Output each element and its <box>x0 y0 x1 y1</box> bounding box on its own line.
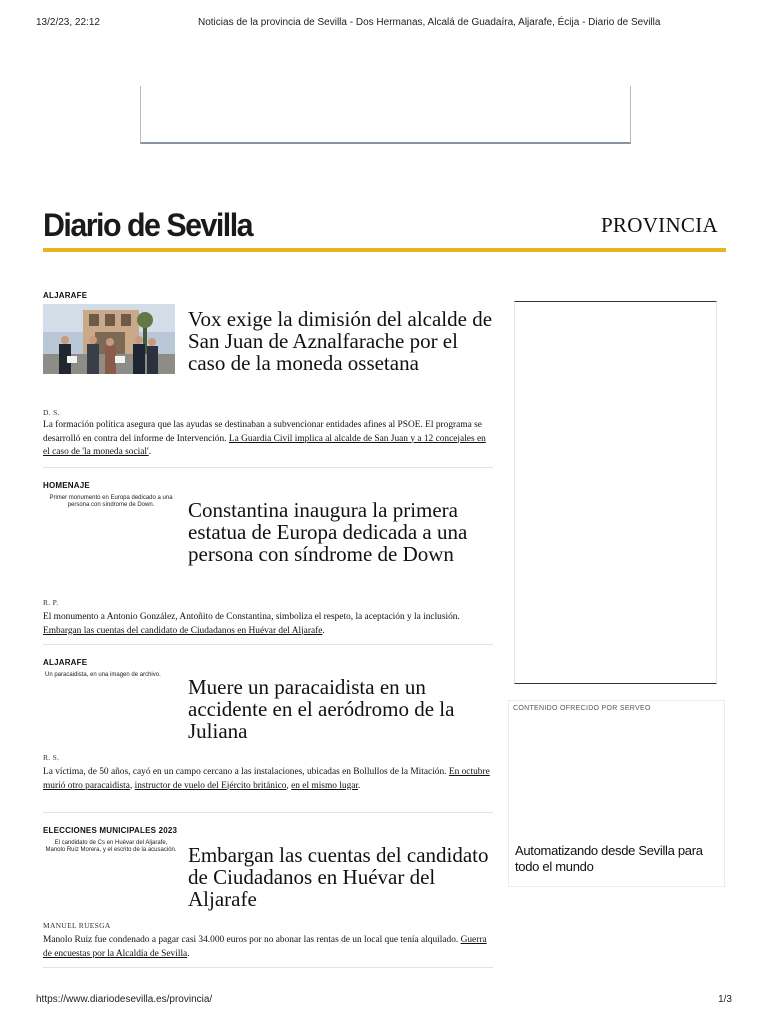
site-logo[interactable]: Diario de Sevilla <box>43 207 253 243</box>
article-summary <box>43 934 493 961</box>
article-photo[interactable] <box>43 304 175 374</box>
article-card <box>43 658 493 814</box>
article-divider <box>43 967 493 968</box>
article-author: R. P. <box>43 598 59 607</box>
related-link[interactable]: La Guardia Civil implica al alcalde de San Juan y a 12 concejales en el caso de 'la moneda social' <box>43 433 486 457</box>
article-category[interactable]: ELECCIONES MUNICIPALES 2023 <box>43 826 178 835</box>
article-summary <box>43 419 493 460</box>
page-number: 1/3 <box>718 994 732 1005</box>
article-divider <box>43 644 493 645</box>
print-title: Noticias de la provincia de Sevilla - Dos Hermanas, Alcalá de Guadaíra, Aljarafe, Écija - Diario de Sevilla <box>198 17 661 28</box>
sponsored-title[interactable]: Automatizando desde Sevilla para todo el mundo <box>515 843 703 874</box>
article-author: MANUEL RUESGA <box>43 921 111 930</box>
masthead <box>43 204 726 252</box>
summary-tail: . <box>148 447 152 457</box>
print-url: https://www.diariodesevilla.es/provincia/ <box>36 994 213 1005</box>
article-summary: La víctima, de 50 años, cayó en un campo cercano a las instalaciones, ubicadas en Bollullos de la Mitación. En octubre murió otro paracaidista, instructor de vuelo del Ejército británico, en el mismo lugar. <box>43 767 490 791</box>
photo-caption: Un paracaidista, en una imagen de archivo. <box>45 672 161 678</box>
print-date: 13/2/23, 22:12 <box>36 17 100 28</box>
article-category[interactable]: HOMENAJE <box>43 481 90 490</box>
summary-tail: . <box>358 780 361 791</box>
article-summary <box>43 611 493 638</box>
section-title[interactable]: PROVINCIA <box>600 213 718 237</box>
summary-text: El monumento a Antonio González, Antoñito de Constantina, simboliza el respeto, la aceptación y la inclusión. <box>43 612 460 622</box>
sidebar-ad-slot <box>514 301 717 684</box>
top-ad-slot <box>140 86 631 144</box>
summary-tail: . <box>187 948 190 959</box>
photo-caption: Primer monumento en Europa dedicado a una persona con síndrome de Down. <box>49 495 173 508</box>
article-card <box>43 291 493 469</box>
article-card <box>43 826 493 970</box>
article-author: D. S. <box>43 408 60 417</box>
related-link[interactable]: En octubre murió otro paracaidista <box>43 767 490 791</box>
related-link[interactable]: en el mismo lugar <box>291 780 359 791</box>
article-headline[interactable]: Embargan las cuentas del candidato de Ciudadanos en Huévar del Aljarafe <box>188 843 489 911</box>
article-headline[interactable]: Vox exige la dimisión del alcalde de San Juan de Aznalfarache por el caso de la moneda ossetana <box>188 307 493 375</box>
summary-text: La formación política asegura que las ayudas se destinaban a subvencionar entidades afines al PSOE. El programa se desarrolló en contra del informe de Intervención. <box>43 420 482 444</box>
article-divider <box>43 812 493 813</box>
related-link[interactable]: Embargan las cuentas del candidato de Ciudadanos en Huévar del Aljarafe <box>43 625 323 636</box>
sponsored-card[interactable] <box>508 700 725 887</box>
photo-caption: El candidato de Cs en Huévar del Aljarafe, Manolo Ruiz Morera, y el escrito de la acusación. <box>45 840 177 853</box>
summary-text: La víctima, de 50 años, cayó en un campo cercano a las instalaciones, ubicadas en Bollullos de la Mitación. <box>43 767 449 777</box>
related-link[interactable]: Guerra de encuestas por la Alcaldía de Sevilla <box>43 935 487 959</box>
article-card <box>43 481 493 645</box>
article-author: R. S. <box>43 753 60 762</box>
article-headline[interactable]: Constantina inaugura la primera estatua de Europa dedicada a una persona con síndrome de Down <box>188 498 468 566</box>
summary-tail: . <box>322 625 325 636</box>
sponsored-label: CONTENIDO OFRECIDO POR SERVEO <box>513 705 651 712</box>
article-headline[interactable]: Muere un paracaidista en un accidente en el aeródromo de la Juliana <box>188 675 455 743</box>
related-link[interactable]: instructor de vuelo del Ejército británico <box>134 780 287 791</box>
article-category[interactable]: ALJARAFE <box>43 658 88 667</box>
summary-text: Manolo Ruiz fue condenado a pagar casi 34.000 euros por no abonar las rentas de un local que tenía alquilado. <box>43 935 461 945</box>
print-header <box>36 17 732 31</box>
article-divider <box>43 467 493 468</box>
article-category[interactable]: ALJARAFE <box>43 291 88 300</box>
